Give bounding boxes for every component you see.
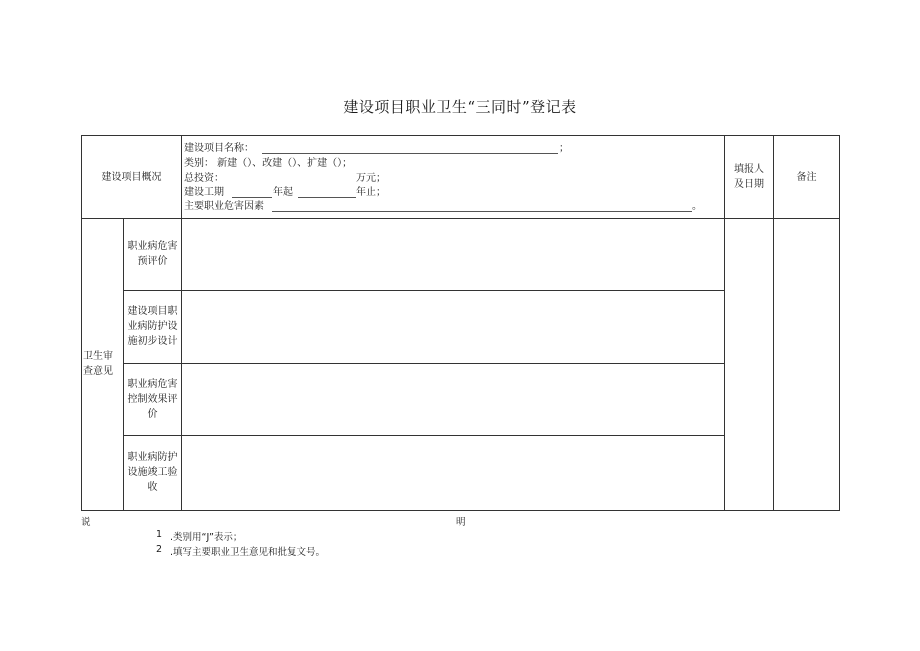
table-left-border [81, 135, 82, 511]
hazards-field[interactable] [272, 211, 692, 212]
remarks-header: 备注 [796, 172, 817, 183]
project-name-field[interactable] [262, 153, 558, 154]
project-name-end: ； [559, 143, 569, 154]
review-row-completion-acceptance: 职业病防护 设施竣工验 收 [127, 452, 178, 493]
review-row-preliminary-design: 建设项目职 业病防护设 施初步设计 [127, 306, 178, 347]
hazards-end: 。 [692, 201, 702, 212]
filler-date-cell[interactable] [725, 219, 773, 510]
note-2-number: 2 [156, 544, 163, 555]
table-bottom-border [81, 510, 840, 511]
period-start-field[interactable] [232, 197, 272, 198]
note-2-text: .填写主要职业卫生意见和批复文号。 [170, 547, 326, 558]
review-opinion-label: 卫生审 查意见 [83, 351, 113, 377]
period-end-field[interactable] [298, 197, 356, 198]
period-label: 建设工期 [184, 187, 224, 198]
review-cell-preliminary-design[interactable] [182, 291, 724, 363]
project-name-label: 建设项目名称： [184, 143, 254, 154]
category-line: 类别： 新建（）、改建（）、扩建（）； [184, 158, 353, 169]
filler-date-header: 填报人 及日期 [734, 164, 764, 190]
table-right-border [839, 135, 840, 511]
period-start-label: 年起 [273, 187, 293, 198]
hazards-label: 主要职业危害因素 [184, 201, 264, 212]
page-title: 建设项目职业卫生“三同时”登记表 [343, 98, 577, 116]
table-top-border [81, 135, 840, 136]
review-cell-control-evaluation[interactable] [182, 364, 724, 435]
review-cell-pre-assessment[interactable] [182, 219, 724, 290]
investment-label: 总投资： [184, 173, 224, 184]
review-row-control-evaluation: 职业病危害 控制效果评 价 [127, 379, 178, 420]
investment-unit: 万元； [356, 173, 386, 184]
remarks-cell[interactable] [774, 219, 839, 510]
period-end-label: 年止； [356, 187, 386, 198]
notes-heading-right: 明 [456, 517, 466, 528]
note-1-text: .类别用“J”表示； [170, 532, 243, 543]
notes-heading-left: 说 [81, 517, 91, 528]
note-1-number: 1 [156, 529, 163, 540]
review-row-pre-assessment: 职业病危害 预评价 [127, 241, 178, 267]
overview-label: 建设项目概况 [101, 172, 162, 183]
review-cell-completion-acceptance[interactable] [182, 436, 724, 510]
